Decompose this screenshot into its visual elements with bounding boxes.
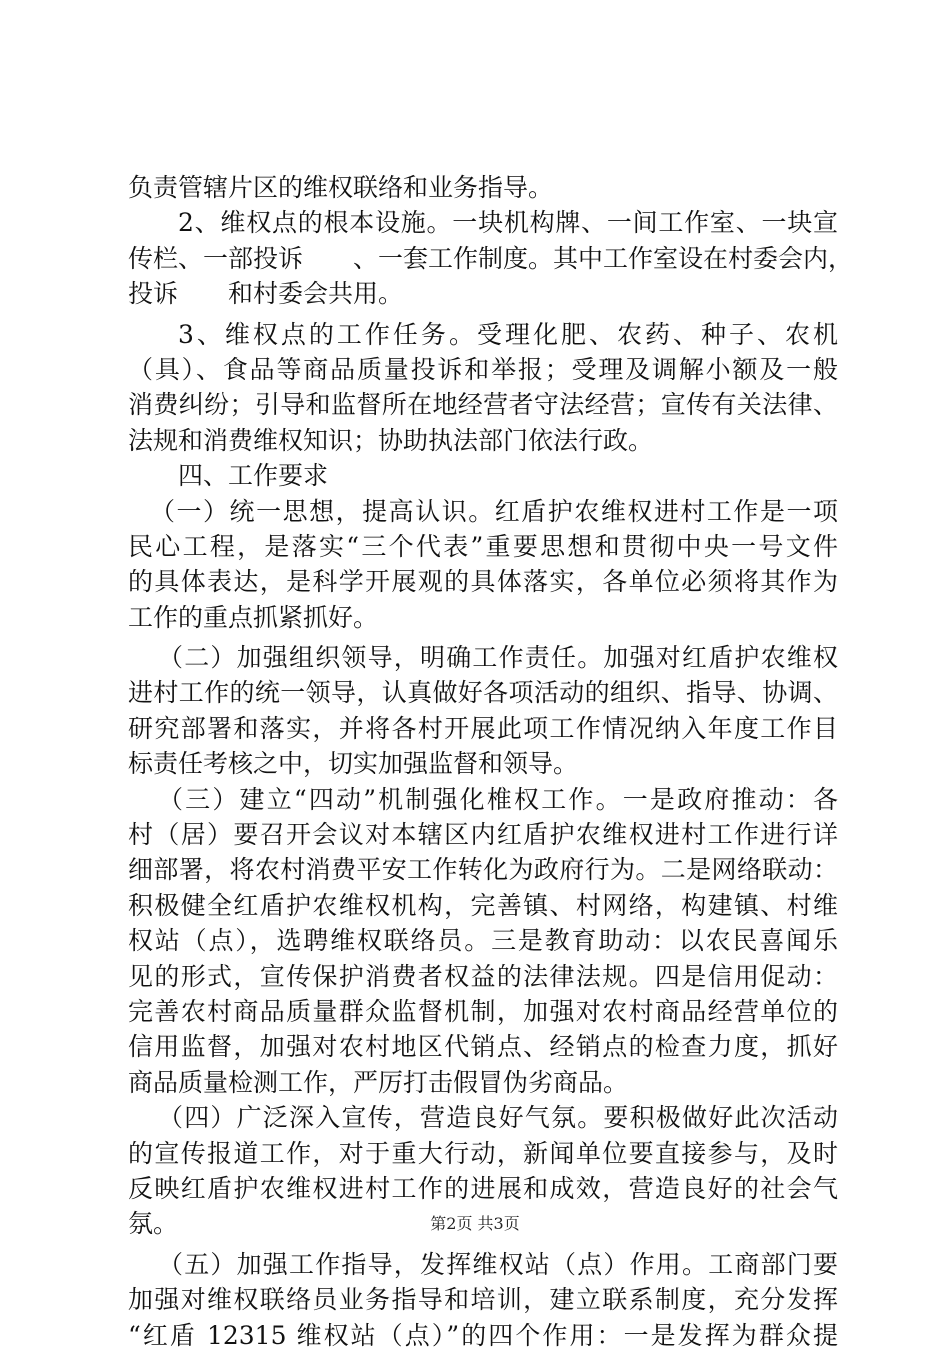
text-line: 传栏、一部投诉 、一套工作制度。其中工作室设在村委会内， (128, 243, 854, 273)
text-line: 积极健全红盾护农维权机构，完善镇、村网络，构建镇、村维 (128, 890, 838, 920)
text-line: 完善农村商品质量群众监督机制，加强对农村商品经营单位的 (128, 996, 838, 1026)
text-line: 权站（点），选聘维权联络员。三是教育助动：以农民喜闻乐 (128, 926, 838, 956)
text-line: 消费纠纷；引导和监督所在地经营者守法经营；宣传有关法律、 (128, 390, 838, 420)
document-body (128, 170, 854, 1353)
text-line: （一）统一思想，提高认识。红盾护农维权进村工作是一项 (150, 496, 838, 526)
text-line: 的宣传报道工作，对于重大行动，新闻单位要直接参与，及时 (128, 1138, 838, 1168)
text-line: 加强对维权联络员业务指导和培训，建立联系制度，充分发挥 (128, 1285, 838, 1315)
text-line: 研究部署和落实，并将各村开展此项工作情况纳入年度工作目 (128, 713, 838, 743)
text-line: 商品质量检测工作，严厉打击假冒伪劣商品。 (128, 1067, 629, 1097)
text-line: （四）广泛深入宣传，营造良好气氛。要积极做好此次活动 (158, 1103, 838, 1133)
text-line: 细部署，将农村消费平安工作转化为政府行为。二是网络联动： (128, 855, 838, 885)
text-line: 见的形式，宣传保护消费者权益的法律法规。四是信用促动： (128, 961, 838, 991)
text-line: 反映红盾护农维权进村工作的进展和成效，营造良好的社会气 (128, 1173, 838, 1203)
text-line: 的具体表达，是科学开展观的具体落实，各单位必须将其作为 (128, 567, 838, 597)
text-line: “红盾 12315 维权站（点）”的四个作用：一是发挥为群众提 (128, 1320, 838, 1350)
text-line: 投诉 和村委会共用。 (128, 279, 404, 309)
text-line: 氛。 (128, 1209, 179, 1239)
section-heading: 四、工作要求 (178, 461, 329, 491)
text-line: 负责管辖片区的维权联络和业务指导。 (128, 173, 554, 202)
text-line: 村（居）要召开会议对本辖区内红盾护农维权进村工作进行详 (128, 820, 838, 850)
page-number-footer: 第2页 共3页 (430, 1214, 520, 1233)
text-line: （二）加强组织领导，明确工作责任。加强对红盾护农维权 (158, 643, 838, 673)
text-line: （五）加强工作指导，发挥维权站（点）作用。工商部门要 (158, 1249, 838, 1279)
text-line: （三）建立“四动”机制强化椎权工作。一是政府推动：各 (158, 784, 838, 814)
text-line: （具）、食品等商品质量投诉和举报；受理及调解小额及一般 (128, 354, 838, 384)
text-line: 2、维权点的根本设施。一块机构牌、一间工作室、一块宣 (178, 208, 838, 238)
text-line: 工作的重点抓紧抓好。 (128, 602, 379, 632)
text-line: 信用监督，加强对农村地区代销点、经销点的检查力度，抓好 (128, 1032, 838, 1062)
text-line: 3、维权点的工作任务。受理化肥、农药、种子、农机 (178, 319, 838, 349)
text-line: 进村工作的统一领导，认真做好各项活动的组织、指导、协调、 (128, 678, 838, 708)
text-line: 标责任考核之中，切实加强监督和领导。 (128, 749, 579, 779)
text-line: 民心工程，是落实“三个代表”重要思想和贯彻中央一号文件 (128, 531, 838, 561)
text-line: 法规和消费维权知识；协助执法部门依法行政。 (128, 425, 654, 455)
